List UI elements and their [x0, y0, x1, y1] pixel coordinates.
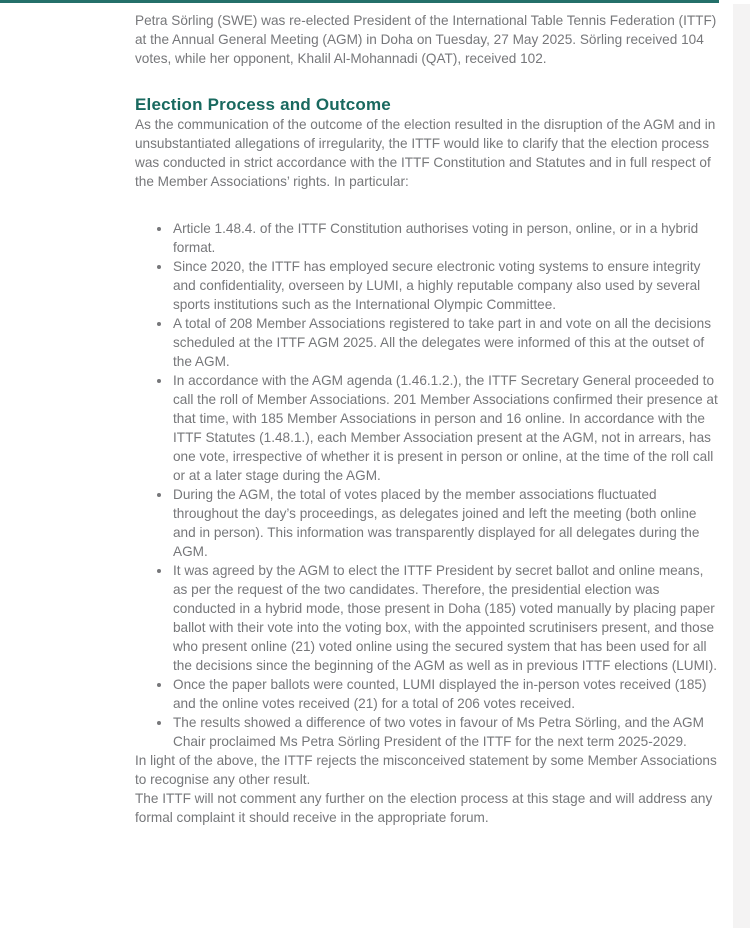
scrollbar-track[interactable] — [733, 4, 750, 928]
list-item: • The results showed a difference of two votes in favour of Ms Petra Sörling, and the AGM Chair proclaimed Ms Petra Sörling President of the ITTF for the next term 2025-2029. — [172, 713, 721, 751]
list-item: • It was agreed by the AGM to elect the ITTF President by secret ballot and online means, as per the request of the two candidates. Therefore, the presidential election was conducted in a hybrid mode, those present in Doha (185) voted manually by placing paper ballot with their vote into the voting box, with the appointed scrutinisers present, and those who present online (21) voted online using the secured system that has been used for all the decisions since the beginning of the AGM as well as in previous ITTF elections (LUMI). — [172, 561, 721, 675]
section-intro-paragraph: As the communication of the outcome of the election resulted in the disruption of the AGM and in unsubstantiated allegations of irregularity, the ITTF would like to clarify that the election process was conducted in strict accordance with the ITTF Constitution and Statutes and in full respect of the Member Associations’ rights. In particular: — [135, 117, 716, 189]
election-points-list — [135, 219, 721, 751]
list-item: • In accordance with the AGM agenda (1.46.1.2.), the ITTF Secretary General proceeded to call the roll of Member Associations. 201 Member Associations confirmed their presence at that time, with 185 Member Associations in person and 16 online. In accordance with the ITTF Statutes (1.48.1.), each Member Association present at the AGM, not in arrears, has one vote, irrespective of whether it is present in person or online, at the time of the roll call or at a later stage during the AGM. — [172, 371, 721, 485]
list-item: • During the AGM, the total of votes placed by the member associations fluctuated throughout the day’s proceedings, as delegates joined and left the meeting (both online and in person). This information was transparently displayed for all delegates during the AGM. — [172, 485, 721, 561]
top-accent-line — [0, 0, 719, 3]
closing-paragraph-2: The ITTF will not comment any further on the election process at this stage and will address any formal complaint it should receive in the appropriate forum. — [135, 791, 713, 825]
list-item: • Once the paper ballots were counted, LUMI displayed the in-person votes received (185) and the online votes received (21) for a total of 206 votes received. — [172, 675, 721, 713]
intro-paragraph: Petra Sörling (SWE) was re-elected President of the International Table Tennis Federation (ITTF) at the Annual General Meeting (AGM) in Doha on Tuesday, 27 May 2025. Sörling received 104 votes, while her opponent, Khalil Al-Mohannadi (QAT), received 102. — [135, 13, 717, 66]
list-item: • A total of 208 Member Associations registered to take part in and vote on all the decisions scheduled at the ITTF AGM 2025. All the delegates were informed of this at the outset of the AGM. — [172, 314, 721, 371]
section-heading: Election Process and Outcome — [135, 95, 391, 114]
list-item: • Article 1.48.4. of the ITTF Constitution authorises voting in person, online, or in a hybrid format. — [172, 219, 721, 257]
closing-paragraph-1: In light of the above, the ITTF rejects the misconceived statement by some Member Associations to recognise any other result. — [135, 753, 717, 787]
article-body — [135, 11, 721, 827]
list-item: • Since 2020, the ITTF has employed secure electronic voting systems to ensure integrity and confidentiality, overseen by LUMI, a highly reputable company also used by several sports institutions such as the International Olympic Committee. — [172, 257, 721, 314]
